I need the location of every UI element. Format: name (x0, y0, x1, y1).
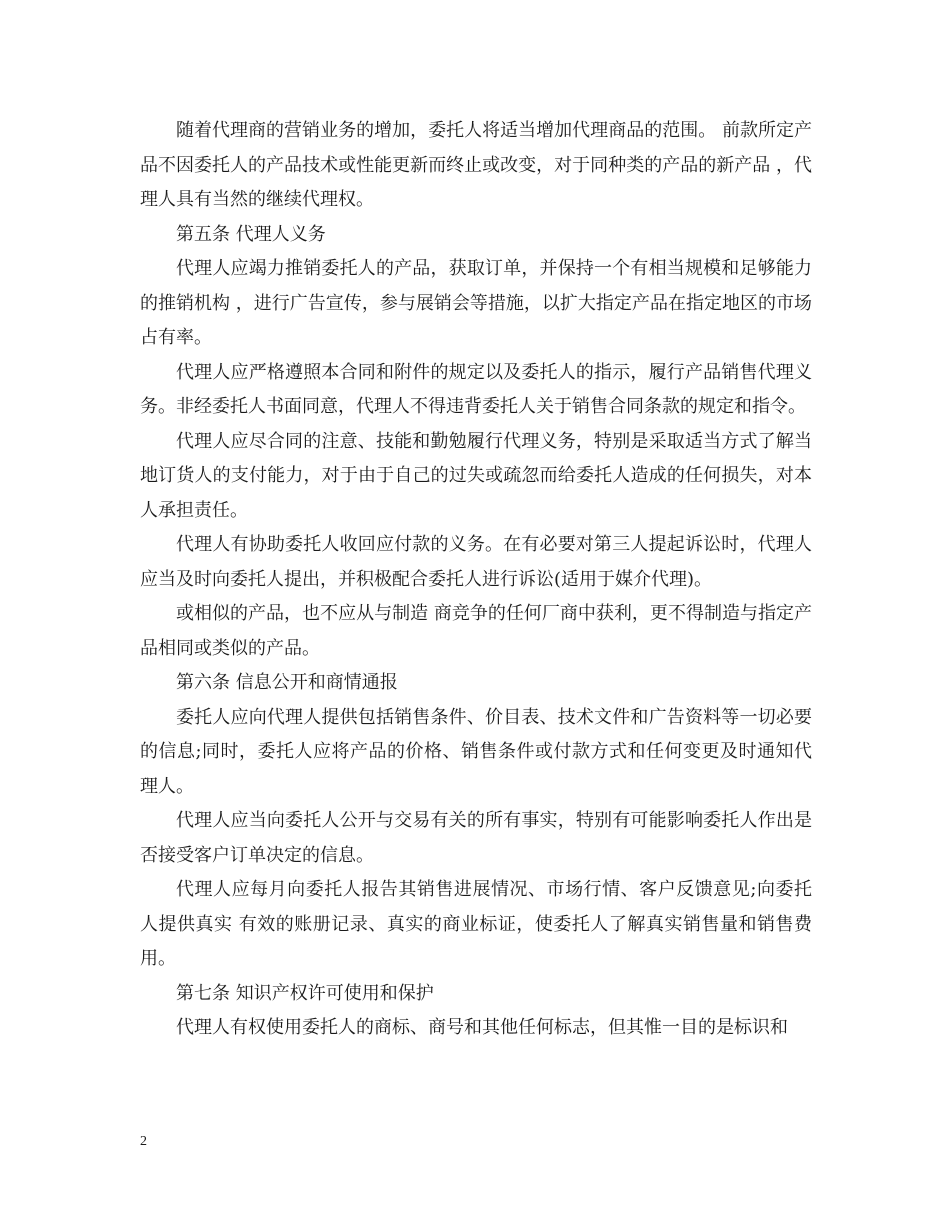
paragraph: 随着代理商的营销业务的增加，委托人将适当增加代理商品的范围。 前款所定产品不因委托人的产品技术或性能更新而终止或改变，对于同种类的产品的新产品 ，代理人具有当然的继续代理权。 (140, 120, 812, 210)
paragraph: 委托人应向代理人提供包括销售条件、价目表、技术文件和广告资料等一切必要的信息;同时，委托人应将产品的价格、销售条件或付款方式和任何变更及时通知代理人。 (140, 706, 812, 797)
document-body (140, 114, 812, 1046)
page-number: 2 (140, 1134, 147, 1149)
section-heading: 第六条 信息公开和商情通报 (176, 672, 398, 693)
paragraph: 代理人应严格遵照本合同和附件的规定以及委托人的指示，履行产品销售代理义务。非经委托人书面同意，代理人不得违背委托人关于销售合同条款的规定和指令。 (140, 361, 812, 417)
paragraph: 代理人应当向委托人公开与交易有关的所有事实，特别有可能影响委托人作出是否接受客户订单决定的信息。 (140, 810, 812, 866)
paragraph: 代理人有协助委托人收回应付款的义务。在有必要对第三人提起诉讼时，代理人应当及时向委托人提出，并积极配合委托人进行诉讼(适用于媒介代理)。 (140, 534, 812, 590)
paragraph: 代理人应竭力推销委托人的产品，获取订单，并保持一个有相当规模和足够能力的推销机构 ，进行广告宣传，参与展销会等措施，以扩大指定产品在指定地区的市场占有率。 (140, 258, 812, 348)
paragraph: 代理人有权使用委托人的商标、商号和其他任何标志，但其惟一目的是标识和 (176, 1017, 788, 1038)
paragraph: 或相似的产品，也不应从与制造 商竞争的任何厂商中获利，更不得制造与指定产品相同或类似的产品。 (140, 603, 812, 659)
section-heading: 第五条 代理人义务 (176, 223, 326, 245)
paragraph: 代理人应尽合同的注意、技能和勤勉履行代理义务，特别是采取适当方式了解当地订货人的支付能力，对于由于自己的过失或疏忽而给委托人造成的任何损失，对本人承担责任。 (140, 430, 812, 521)
paragraph: 代理人应每月向委托人报告其销售进展情况、市场行情、客户反馈意见;向委托人提供真实 有效的账册记录、真实的商业标证，使委托人了解真实销售量和销售费用。 (140, 879, 812, 969)
section-heading: 第七条 知识产权许可使用和保护 (176, 982, 434, 1004)
